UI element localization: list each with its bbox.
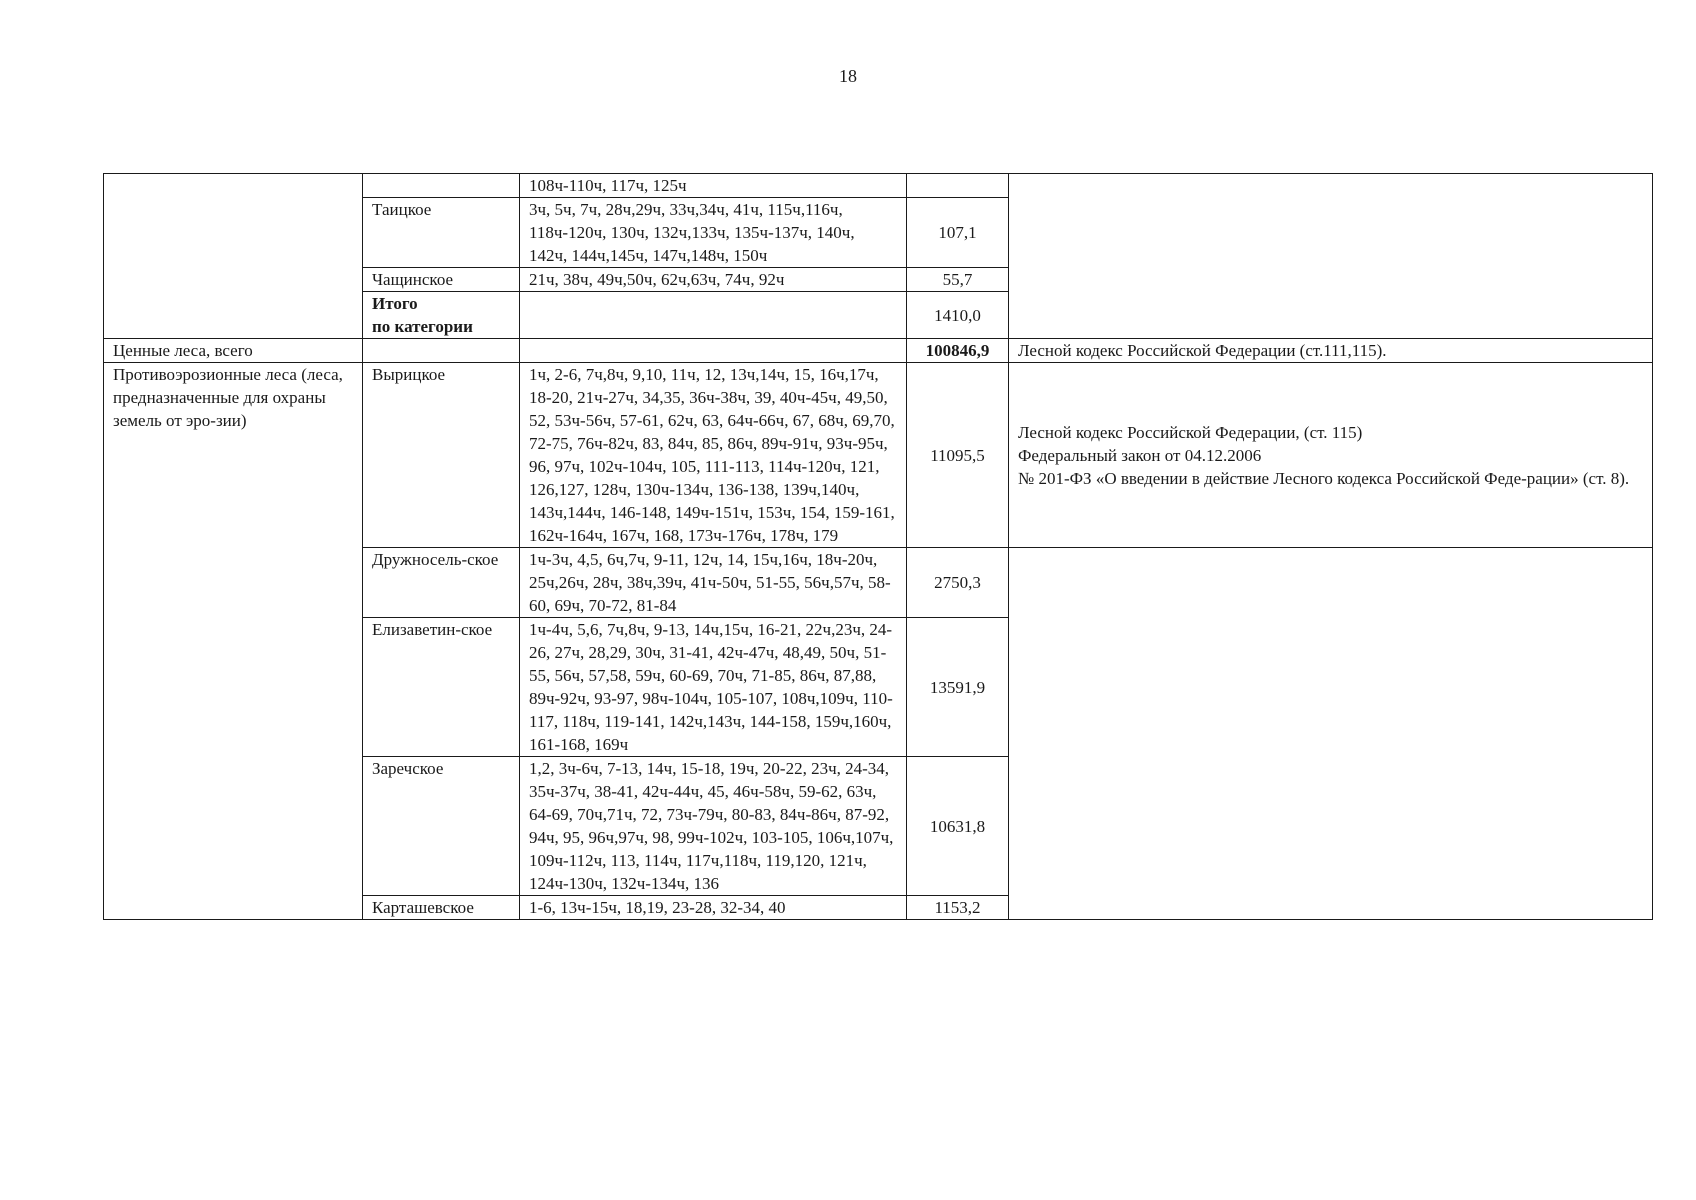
area-cell: 1410,0: [907, 292, 1009, 339]
quarters-cell: 21ч, 38ч, 49ч,50ч, 62ч,63ч, 74ч, 92ч: [520, 268, 907, 292]
forestry-cell: Чащинское: [363, 268, 520, 292]
area-cell: 55,7: [907, 268, 1009, 292]
area-cell: 2750,3: [907, 548, 1009, 618]
legal-basis-cell: Лесной кодекс Российской Федерации (ст.111,115).: [1009, 339, 1653, 363]
legal-basis-line: Федеральный закон от 04.12.2006: [1018, 445, 1262, 465]
forestry-cell: [363, 339, 520, 363]
category-total-label: [363, 292, 520, 339]
area-total-cell: 100846,9: [907, 339, 1009, 363]
forest-category-table: [103, 173, 1653, 920]
category-summary-row: [104, 339, 1653, 363]
area-cell: 11095,5: [907, 363, 1009, 548]
page-number: 18: [839, 66, 857, 86]
total-label-line: по категории: [372, 317, 473, 336]
forestry-cell: Таицкое: [363, 198, 520, 268]
category-cell: [104, 174, 363, 339]
legal-basis-cell: [1009, 363, 1653, 548]
table-row: [104, 363, 1653, 548]
forestry-cell: Вырицкое: [363, 363, 520, 548]
legal-basis-cell: [1009, 548, 1653, 920]
quarters-cell: 108ч-110ч, 117ч, 125ч: [520, 174, 907, 198]
table-row: [104, 174, 1653, 198]
forestry-cell: Заречское: [363, 757, 520, 896]
legal-basis-line: № 201-ФЗ «О введении в действие Лесного кодекса Российской Феде-рации» (ст. 8).: [1018, 468, 1630, 488]
forestry-cell: Дружносель-ское: [363, 548, 520, 618]
category-cell: Противоэрозионные леса (леса, предназначенные для охраны земель от эро-зии): [104, 363, 363, 920]
quarters-cell: 1-6, 13ч-15ч, 18,19, 23-28, 32-34, 40: [520, 896, 907, 920]
quarters-cell: 1ч, 2-6, 7ч,8ч, 9,10, 11ч, 12, 13ч,14ч, 15, 16ч,17ч, 18-20, 21ч-27ч, 34,35, 36ч-38ч, 39, 40ч-45ч, 49,50, 52, 53ч-56ч, 57-61, 62ч, 63, 64ч-66ч, 67, 68ч, 69,70, 72-75, 76ч-82ч, 83, 84ч, 85, 86ч, 89ч-91ч, 93ч-95ч, 96, 97ч, 102ч-104ч, 105, 111-113, 114ч-120ч, 121, 126,127, 128ч, 130ч-134ч, 136-138, 139ч,140ч, 143ч,144ч, 146-148, 149ч-151ч, 153ч, 154, 159-161, 162ч-164ч, 167ч, 168, 173ч-176ч, 178ч, 179: [520, 363, 907, 548]
area-cell: 10631,8: [907, 757, 1009, 896]
quarters-cell: [520, 292, 907, 339]
area-cell: 107,1: [907, 198, 1009, 268]
quarters-cell: 1ч-4ч, 5,6, 7ч,8ч, 9-13, 14ч,15ч, 16-21, 22ч,23ч, 24-26, 27ч, 28,29, 30ч, 31-41, 42ч-47ч, 48,49, 50ч, 51-55, 56ч, 57,58, 59ч, 60-69, 70ч, 71-85, 86ч, 87,88, 89ч-92ч, 93-97, 98ч-104ч, 105-107, 108ч,109ч, 110-117, 118ч, 119-141, 142ч,143ч, 144-158, 159ч,160ч, 161-168, 169ч: [520, 618, 907, 757]
forestry-cell: [363, 174, 520, 198]
forestry-cell: Карташевское: [363, 896, 520, 920]
quarters-cell: [520, 339, 907, 363]
area-cell: 1153,2: [907, 896, 1009, 920]
legal-basis-line: Лесной кодекс Российской Федерации, (ст. 115): [1018, 422, 1363, 442]
legal-basis-cell: [1009, 174, 1653, 339]
area-cell: [907, 174, 1009, 198]
quarters-cell: 1,2, 3ч-6ч, 7-13, 14ч, 15-18, 19ч, 20-22, 23ч, 24-34, 35ч-37ч, 38-41, 42ч-44ч, 45, 46ч-58ч, 59-62, 63ч, 64-69, 70ч,71ч, 72, 73ч-79ч, 80-83, 84ч-86ч, 87-92, 94ч, 95, 96ч,97ч, 98, 99ч-102ч, 103-105, 106ч,107ч, 109ч-112ч, 113, 114ч, 117ч,118ч, 119,120, 121ч, 124ч-130ч, 132ч-134ч, 136: [520, 757, 907, 896]
category-cell: Ценные леса, всего: [104, 339, 363, 363]
area-cell: 13591,9: [907, 618, 1009, 757]
quarters-cell: 1ч-3ч, 4,5, 6ч,7ч, 9-11, 12ч, 14, 15ч,16ч, 18ч-20ч, 25ч,26ч, 28ч, 38ч,39ч, 41ч-50ч, 51-55, 56ч,57ч, 58-60, 69ч, 70-72, 81-84: [520, 548, 907, 618]
quarters-cell: 3ч, 5ч, 7ч, 28ч,29ч, 33ч,34ч, 41ч, 115ч,116ч, 118ч-120ч, 130ч, 132ч,133ч, 135ч-137ч, 140ч, 142ч, 144ч,145ч, 147ч,148ч, 150ч: [520, 198, 907, 268]
forestry-cell: Елизаветин-ское: [363, 618, 520, 757]
total-label-line: Итого: [372, 294, 418, 313]
